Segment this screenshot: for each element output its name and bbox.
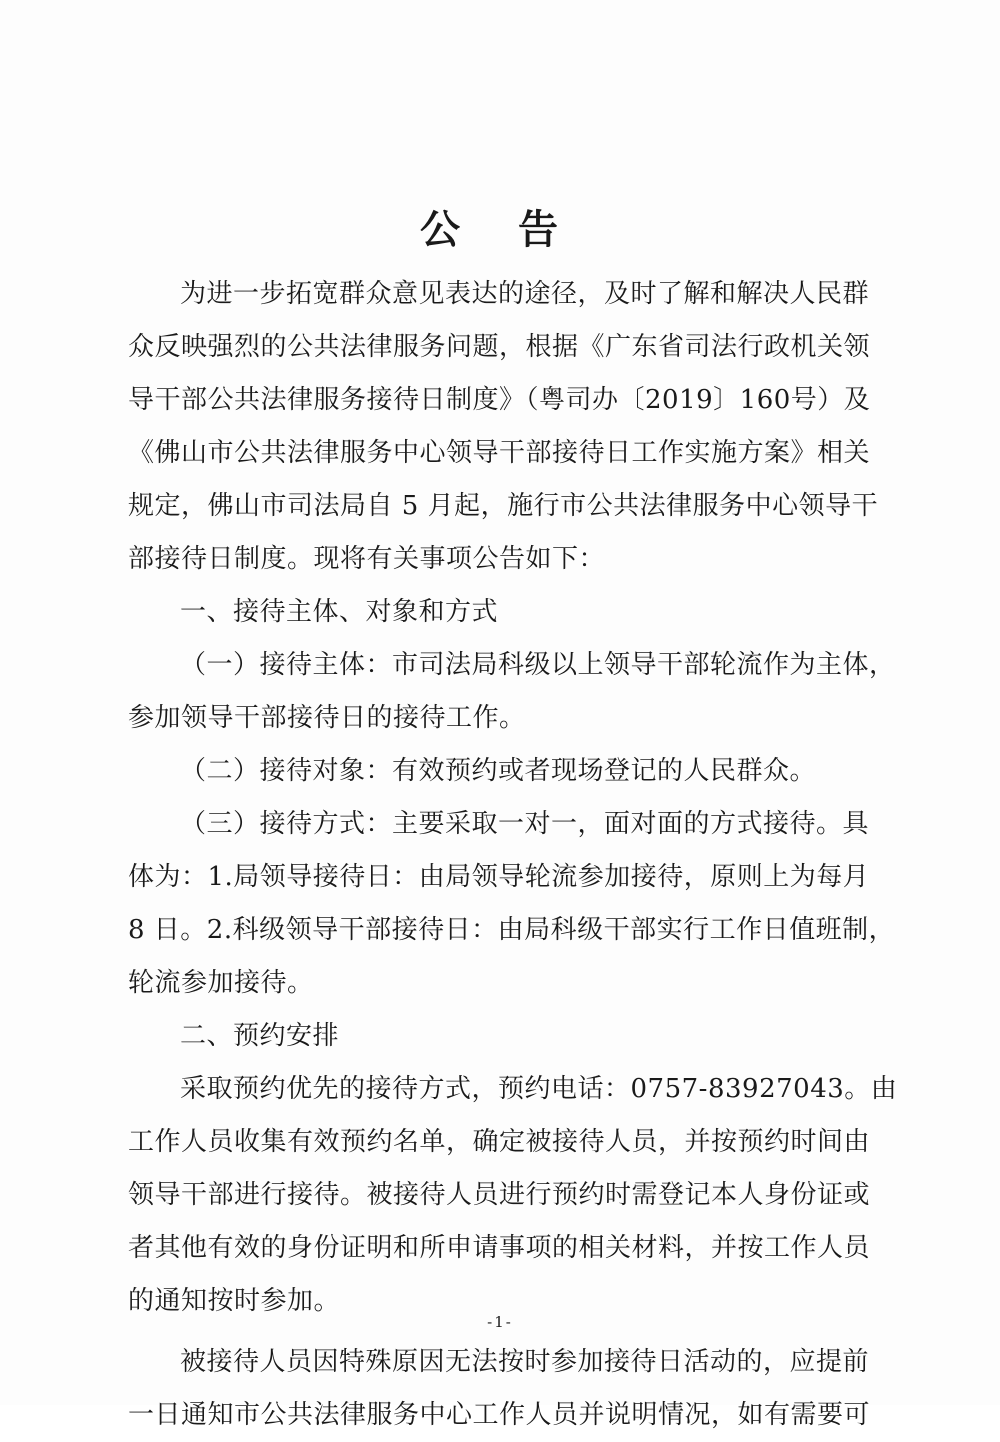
paragraph-line: 轮流参加接待。: [128, 968, 314, 998]
paragraph-line: 《佛山市公共法律服务中心领导干部接待日工作实施方案》相关: [128, 438, 871, 468]
paragraph-line: 采取预约优先的接待方式，预约电话：0757-83927043。由: [180, 1074, 898, 1104]
paragraph-line: （二）接待对象：有效预约或者现场登记的人民群众。: [180, 756, 817, 786]
section-heading: 二、预约安排: [180, 1021, 340, 1051]
paragraph-line: 规定，佛山市司法局自 5 月起，施行市公共法律服务中心领导干: [128, 491, 879, 521]
paragraph-line: （三）接待方式：主要采取一对一，面对面的方式接待。具: [180, 809, 870, 839]
paragraph-line: 者其他有效的身份证明和所申请事项的相关材料，并按工作人员: [128, 1233, 871, 1263]
page-number: -1-: [487, 1313, 513, 1331]
document-body: [128, 268, 898, 1442]
paragraph-line: 部接待日制度。现将有关事项公告如下：: [128, 544, 606, 574]
paragraph-line: 体为：1.局领导接待日：由局领导轮流参加接待，原则上为每月: [128, 862, 870, 892]
paragraph-line: 8 日。2.科级领导干部接待日：由局科级干部实行工作日值班制，: [128, 915, 896, 945]
paragraph-line: 领导干部进行接待。被接待人员进行预约时需登记本人身份证或: [128, 1180, 871, 1210]
paragraph-line: 众反映强烈的公共法律服务问题，根据《广东省司法行政机关领: [128, 332, 871, 362]
section-heading: 一、接待主体、对象和方式: [180, 597, 499, 627]
paragraph-line: 被接待人员因特殊原因无法按时参加接待日活动的，应提前: [180, 1347, 870, 1377]
page-title: 公 告: [420, 207, 580, 253]
paragraph-line: （一）接待主体：市司法局科级以上领导干部轮流作为主体，: [180, 650, 896, 680]
paragraph-line: 一日通知市公共法律服务中心工作人员并说明情况，如有需要可: [128, 1400, 871, 1430]
paragraph-line: 工作人员收集有效预约名单，确定被接待人员，并按预约时间由: [128, 1127, 871, 1157]
paragraph-line: 参加领导干部接待日的接待工作。: [128, 703, 526, 733]
paragraph-line: 导干部公共法律服务接待日制度》（粤司办〔2019〕160号）及: [128, 385, 871, 415]
paragraph-line: 为进一步拓宽群众意见表达的途径，及时了解和解决人民群: [180, 279, 870, 309]
paragraph-line: 的通知按时参加。: [128, 1286, 341, 1316]
